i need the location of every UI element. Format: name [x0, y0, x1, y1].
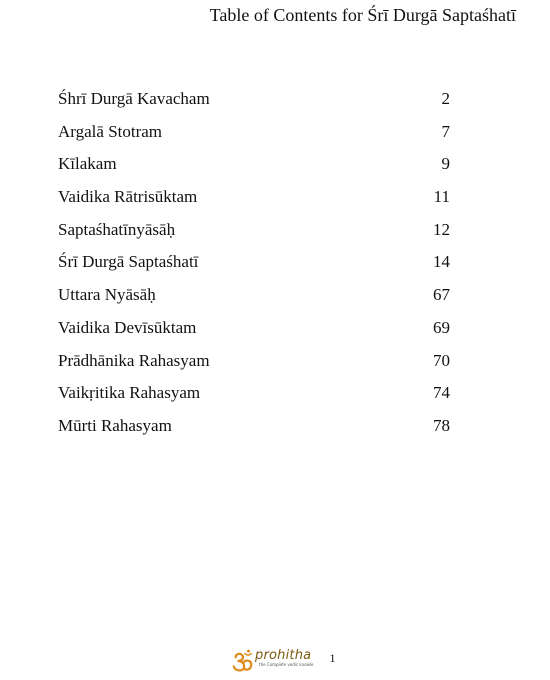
page-footer [232, 649, 335, 673]
toc-entry-page: 69 [433, 317, 450, 337]
toc-entry-title: Mūrti Rahasyam [58, 415, 172, 435]
toc-entry-title: Saptaśhatīnyāsāḥ [58, 219, 176, 239]
toc-entry-title: Śhrī Durgā Kavacham [58, 89, 210, 108]
om-icon [232, 649, 254, 673]
toc-entry[interactable] [58, 249, 450, 282]
toc-entry[interactable] [58, 86, 450, 119]
page-number: 1 [329, 651, 336, 665]
toc-entry-page: 9 [441, 154, 450, 174]
toc-entry-page: 78 [433, 415, 450, 435]
toc-entry-page: 12 [433, 219, 450, 239]
toc-entry-page: 70 [433, 350, 450, 370]
brand-logo [232, 649, 313, 673]
toc-entry[interactable] [58, 315, 450, 348]
toc-entry-title: Uttara Nyāsāḥ [58, 285, 156, 305]
toc-entry-page: 7 [441, 121, 450, 141]
toc-entry[interactable] [58, 184, 450, 217]
toc-entry[interactable] [58, 119, 450, 152]
toc-entry-title: Vaikṛitika Rahasyam [58, 383, 201, 403]
toc-entry[interactable] [58, 380, 450, 413]
toc-entry-title: Vaidika Rātrisūktam [58, 187, 198, 207]
toc-entry-page: 74 [433, 383, 450, 403]
toc-entry-page: 11 [433, 187, 450, 207]
toc-entry-page: 2 [441, 89, 450, 108]
brand-name: prohitha [255, 648, 312, 663]
toc-entry-title: Prādhānika Rahasyam [58, 350, 210, 370]
toc-entry[interactable] [58, 217, 450, 250]
toc-entry[interactable] [58, 413, 450, 446]
toc-entry-title: Argalā Stotram [58, 121, 163, 141]
toc-entry[interactable] [58, 282, 450, 315]
brand-tagline: the Complete vedic knowle [259, 662, 314, 667]
toc-entry-title: Śrī Durgā Saptaśhatī [58, 252, 199, 272]
toc-entry-page: 67 [433, 285, 450, 305]
toc-entry-title: Vaidika Devīsūktam [58, 317, 197, 337]
toc-entry-page: 14 [433, 252, 450, 272]
toc-entry[interactable] [58, 348, 450, 381]
toc-entry[interactable] [58, 151, 450, 184]
toc-entry-title: Kīlakam [58, 154, 117, 174]
table-of-contents [58, 86, 450, 446]
page-title: Table of Contents for Śrī Durgā Saptaśhatī [209, 5, 516, 25]
